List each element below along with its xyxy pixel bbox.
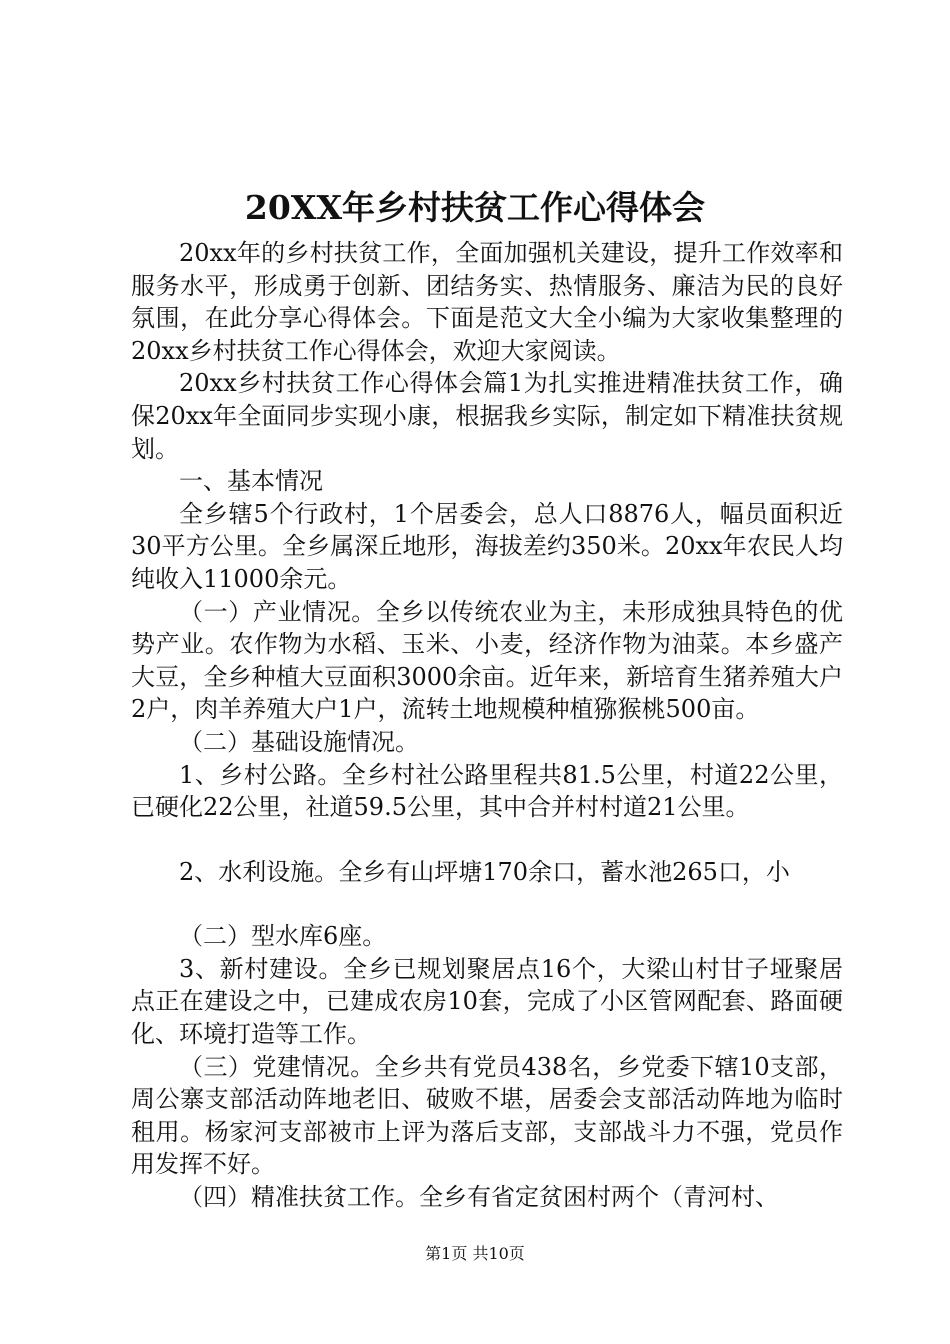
heading-infrastructure: （二）基础设施情况。 <box>179 727 419 756</box>
paragraph-roads: 1、乡村公路。全乡村社公路里程共81.5公里，村道22公里，已硬化22公里，社道59.5公里，其中合并村村道21公里。 <box>131 760 843 822</box>
heading-basic-situation: 一、基本情况 <box>179 467 323 496</box>
paragraph-population: 全乡辖5个行政村，1个居委会，总人口8876人，幅员面积近30平方公里。全乡属深丘地形，海拔差约350米。20xx年农民人均纯收入11000余元。 <box>131 499 843 593</box>
paragraph-industry: （一）产业情况。全乡以传统农业为主，未形成独具特色的优势产业。农作物为水稻、玉米、小麦，经济作物为油菜。本乡盛产大豆，全乡种植大豆面积3000余亩。近年来，新培育生猪养殖大户2户，肉羊养殖大户1户，流转土地规模种植猕猴桃500亩。 <box>131 597 843 724</box>
paragraph-reservoir: （二）型水库6座。 <box>179 922 387 951</box>
paragraph-water: 2、水利设施。全乡有山坪塘170余口，蓄水池265口，小 <box>179 857 790 886</box>
paragraph-intro: 20xx年的乡村扶贫工作，全面加强机关建设，提升工作效率和服务水平，形成勇于创新、团结务实、热情服务、廉洁为民的良好氛围，在此分享心得体会。下面是范文大全小编为大家收集整理的20xx乡村扶贫工作心得体会，欢迎大家阅读。 <box>131 239 843 365</box>
paragraph-poverty-work: （四）精准扶贫工作。全乡有省定贫困村两个（青河村、 <box>179 1183 779 1212</box>
page-footer: 第1页 共10页 <box>425 1244 525 1263</box>
paragraph-party: （三）党建情况。全乡共有党员438名，乡党委下辖10支部，周公寨支部活动阵地老旧、破败不堪，居委会支部活动阵地为临时租用。杨家河支部被市上评为落后支部，支部战斗力不强，党员作用发挥不好。 <box>131 1052 843 1179</box>
document-title: 20XX年乡村扶贫工作心得体会 <box>244 188 706 227</box>
paragraph-article-1: 20xx乡村扶贫工作心得体会篇1为扎实推进精准扶贫工作，确保20xx年全面同步实现小康，根据我乡实际，制定如下精准扶贫规划。 <box>131 369 843 463</box>
paragraph-new-village: 3、新村建设。全乡已规划聚居点16个，大梁山村甘子垭聚居点正在建设之中，已建成农房10套，完成了小区管网配套、路面硬化、环境打造等工作。 <box>131 954 843 1049</box>
document-body <box>131 237 843 1214</box>
